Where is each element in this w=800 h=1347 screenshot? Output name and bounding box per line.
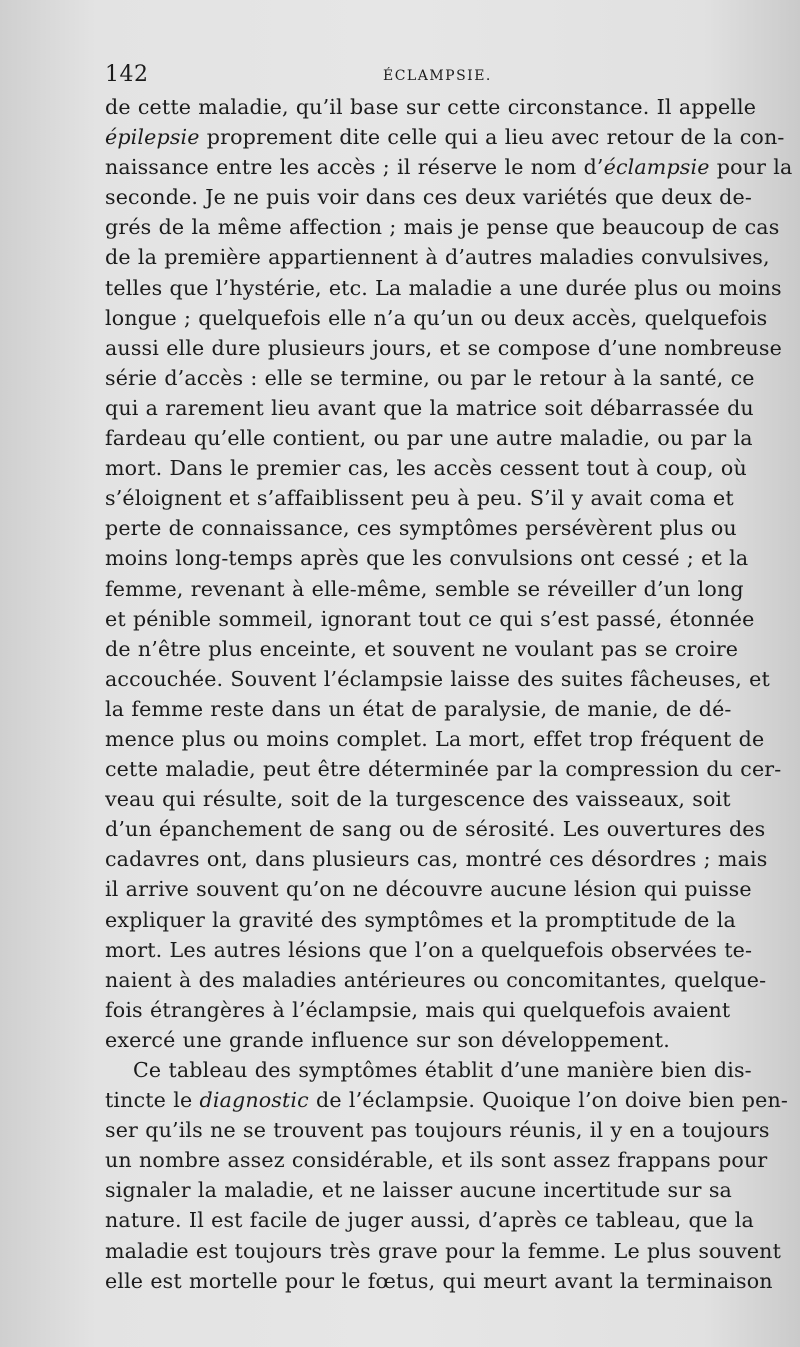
text-segment: grés de la même affection ; mais je pense que beaucoup de cas	[105, 215, 780, 240]
text-line	[105, 664, 795, 694]
text-line	[105, 1175, 795, 1205]
text-segment: exercé une grande influence sur son développement.	[105, 1027, 670, 1052]
text-line	[105, 905, 795, 935]
text-segment: Ce tableau des symptômes établit d’une manière bien dis-	[133, 1058, 752, 1082]
text-line	[105, 152, 795, 182]
text-segment: d’un épanchement de sang ou de sérosité. Les ouvertures des	[105, 817, 766, 842]
text-line	[105, 423, 795, 453]
text-segment: il arrive souvent qu’on ne découvre aucune lésion qui puisse	[105, 877, 752, 902]
text-line	[105, 1115, 795, 1145]
text-line	[105, 754, 795, 784]
italic-term: diagnostic	[199, 1088, 309, 1113]
text-line	[105, 273, 795, 303]
text-segment: aussi elle dure plusieurs jours, et se compose d’une nombreuse	[105, 335, 782, 360]
text-segment: cadavres ont, dans plusieurs cas, montré ces désordres ; mais	[105, 847, 768, 872]
page-number: 142	[105, 62, 149, 87]
text-segment: veau qui résulte, soit de la turgescence des vaisseaux, soit	[105, 787, 731, 812]
text-segment: accouchée. Souvent l’éclampsie laisse des suites fâcheuses, et	[105, 666, 770, 691]
text-segment: pour la	[709, 155, 793, 180]
text-segment: de n’être plus enceinte, et souvent ne voulant pas se croire	[105, 636, 739, 661]
text-line	[105, 1236, 795, 1266]
text-segment: naissance entre les accès ; il réserve le nom d’	[105, 155, 604, 180]
text-line	[105, 844, 795, 874]
text-line	[105, 814, 795, 844]
text-segment: telles que l’hystérie, etc. La maladie a une durée plus ou moins	[105, 275, 782, 300]
text-line	[105, 483, 795, 513]
text-line	[105, 1025, 795, 1055]
text-line	[105, 1205, 795, 1235]
running-head	[105, 62, 795, 92]
text-line	[105, 574, 795, 604]
text-segment: fois étrangères à l’éclampsie, mais qui quelquefois avaient	[105, 997, 731, 1022]
text-line	[105, 784, 795, 814]
body-text	[105, 92, 795, 1296]
text-line	[105, 303, 795, 333]
text-segment: maladie est toujours très grave pour la femme. Le plus souvent	[105, 1238, 782, 1263]
text-segment: un nombre assez considérable, et ils sont assez frappans pour	[105, 1148, 768, 1173]
text-line	[105, 1145, 795, 1175]
running-title: ÉCLAMPSIE.	[383, 68, 492, 84]
text-line	[105, 363, 795, 393]
text-segment: proprement dite celle qui a lieu avec retour de la con-	[199, 125, 785, 150]
text-segment: s’éloignent et s’affaiblissent peu à peu. S’il y avait coma et	[105, 486, 734, 511]
text-segment: mort. Les autres lésions que l’on a quelquefois observées te-	[105, 937, 753, 962]
text-line	[105, 92, 795, 122]
text-line	[105, 212, 795, 242]
text-segment: elle est mortelle pour le fœtus, qui meurt avant la terminaison	[105, 1268, 773, 1293]
text-line	[105, 935, 795, 965]
text-line	[105, 694, 795, 724]
text-segment: expliquer la gravité des symptômes et la promptitude de la	[105, 907, 736, 932]
text-segment: signaler la maladie, et ne laisser aucune incertitude sur sa	[105, 1178, 732, 1203]
text-segment: de cette maladie, qu’il base sur cette circonstance. Il appelle	[105, 95, 757, 119]
text-line	[105, 874, 795, 904]
page-content	[105, 62, 795, 1296]
text-line	[105, 513, 795, 543]
text-segment: tincte le	[105, 1088, 200, 1113]
text-line	[105, 242, 795, 272]
text-line	[105, 453, 795, 483]
text-line	[105, 1055, 795, 1085]
text-segment: cette maladie, peut être déterminée par la compression du cer-	[105, 757, 782, 782]
text-segment: naient à des maladies antérieures ou concomitantes, quelque-	[105, 967, 767, 992]
text-segment: seconde. Je ne puis voir dans ces deux variétés que deux de-	[105, 185, 752, 210]
text-line	[105, 122, 795, 152]
text-line	[105, 995, 795, 1025]
text-segment: de la première appartiennent à d’autres maladies convulsives,	[105, 245, 770, 270]
text-segment: fardeau qu’elle contient, ou par une autre maladie, ou par la	[105, 426, 753, 451]
text-line	[105, 604, 795, 634]
text-segment: la femme reste dans un état de paralysie, de manie, de dé-	[105, 696, 732, 721]
text-line	[105, 543, 795, 573]
italic-term: épilepsie	[105, 125, 200, 150]
text-segment: série d’accès : elle se termine, ou par le retour à la santé, ce	[105, 365, 755, 390]
text-line	[105, 333, 795, 363]
text-segment: qui a rarement lieu avant que la matrice soit débarrassée du	[105, 395, 754, 420]
text-line	[105, 393, 795, 423]
text-segment: et pénible sommeil, ignorant tout ce qui s’est passé, étonnée	[105, 606, 755, 631]
text-line	[105, 182, 795, 212]
text-segment: de l’éclampsie. Quoique l’on doive bien pen-	[308, 1088, 788, 1113]
text-line	[105, 634, 795, 664]
text-segment: femme, revenant à elle-même, semble se réveiller d’un long	[105, 576, 744, 601]
text-segment: mort. Dans le premier cas, les accès cessent tout à coup, où	[105, 456, 747, 481]
text-segment: longue ; quelquefois elle n’a qu’un ou deux accès, quelquefois	[105, 305, 768, 330]
text-line	[105, 1085, 795, 1115]
text-segment: nature. Il est facile de juger aussi, d’après ce tableau, que la	[105, 1208, 754, 1233]
italic-term: éclampsie	[603, 155, 710, 180]
text-segment: mence plus ou moins complet. La mort, effet trop fréquent de	[105, 726, 765, 751]
text-line	[105, 724, 795, 754]
text-segment: ser qu’ils ne se trouvent pas toujours réunis, il y en a toujours	[105, 1118, 770, 1143]
text-segment: perte de connaissance, ces symptômes persévèrent plus ou	[105, 516, 737, 541]
text-segment: moins long-temps après que les convulsions ont cessé ; et la	[105, 546, 749, 571]
text-line	[105, 965, 795, 995]
text-line	[105, 1266, 795, 1296]
